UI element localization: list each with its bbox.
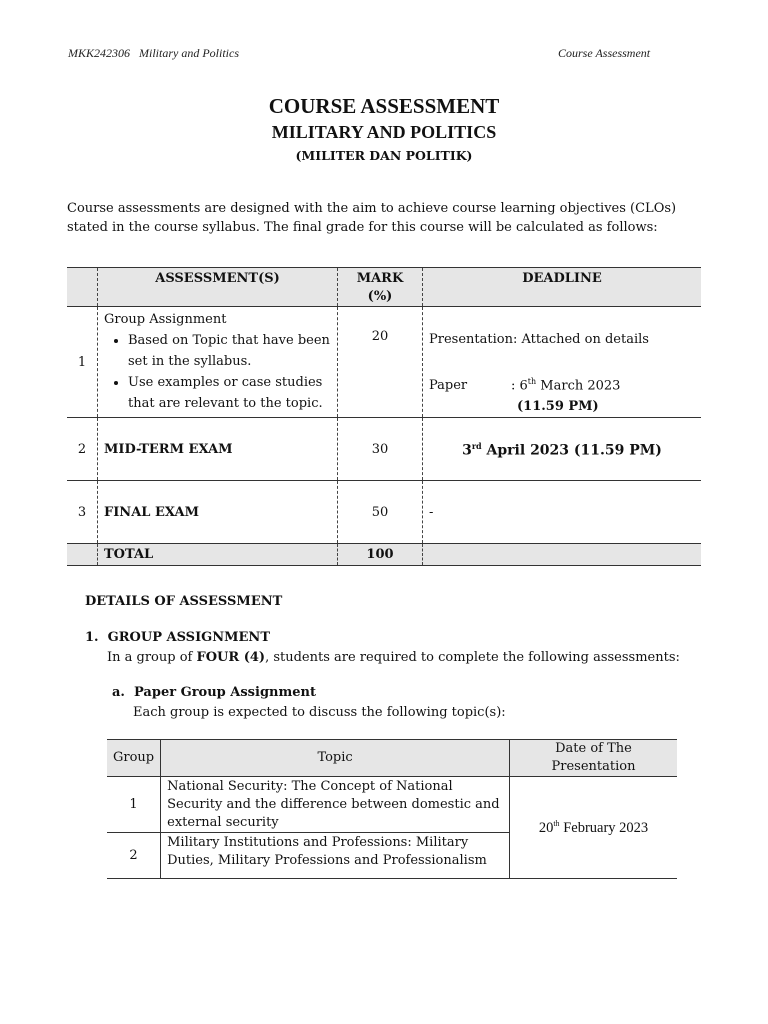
group-number: 1: [107, 777, 161, 833]
assessment-title: FINAL EXAM: [98, 481, 338, 544]
assessment-cell: [98, 307, 338, 418]
header-cell-date: Date of The Presentation: [510, 740, 678, 777]
topics-table: [107, 739, 677, 879]
header-cell-no: [67, 268, 98, 307]
paper-date-sup: th: [527, 377, 537, 386]
row-number: 3: [67, 481, 98, 544]
mark-cell: 30: [338, 418, 423, 481]
header-cell-topic: Topic: [161, 740, 510, 777]
assessment-table: [67, 267, 701, 566]
subsection-a-heading: a. Paper Group Assignment: [112, 685, 316, 700]
section-1-text: [107, 650, 680, 665]
table-row: [67, 481, 701, 544]
paper-date-suffix: March 2023: [536, 378, 621, 394]
row-number: 2: [67, 418, 98, 481]
deadline-cell: [423, 418, 702, 481]
total-number-cell: [67, 544, 98, 566]
topics-table-header: [107, 740, 677, 777]
deadline-date-prefix: 3: [462, 442, 472, 459]
deadline-date-sup: rd: [471, 440, 482, 451]
total-deadline-cell: [423, 544, 702, 566]
table-row: [107, 777, 677, 833]
section-1-heading: 1. GROUP ASSIGNMENT: [85, 630, 270, 645]
table-row: [67, 418, 701, 481]
topic-cell: National Security: The Concept of National Security and the difference between domestic and external security: [161, 777, 510, 833]
section-1-text-pre: In a group of: [107, 650, 197, 665]
bullet-item: • Based on Topic that have been set in the syllabus.: [128, 330, 331, 372]
bullet-item: • Use examples or case studies that are relevant to the topic.: [128, 372, 331, 414]
details-heading: DETAILS OF ASSESSMENT: [85, 594, 283, 609]
deadline-cell: [423, 307, 702, 418]
assessment-table-header: [67, 268, 701, 307]
date-prefix: 20: [538, 819, 554, 836]
table-row: [67, 307, 701, 418]
section-1-text-post: , students are required to complete the following assessments:: [265, 650, 680, 665]
header-cell-mark: MARK (%): [338, 268, 423, 307]
total-label: TOTAL: [98, 544, 338, 566]
date-suffix: February 2023: [559, 819, 649, 836]
date-sup: th: [553, 818, 560, 828]
group-number: 2: [107, 833, 161, 879]
paper-date-prefix: : 6: [511, 378, 528, 394]
section-1-text-bold: FOUR (4): [196, 650, 266, 665]
paper-label: Paper: [429, 378, 468, 394]
header-cell-group: Group: [107, 740, 161, 777]
presentation-date: [510, 777, 678, 879]
total-mark: 100: [338, 544, 423, 566]
paper-time: (11.59 PM): [517, 399, 599, 415]
deadline-date-suffix: April 2023 (11.59 PM): [481, 442, 662, 459]
total-row: [67, 544, 701, 566]
mark-cell: 50: [338, 481, 423, 544]
assessment-bullets: [104, 330, 331, 414]
row-number: 1: [67, 307, 98, 418]
mark-cell: 20: [338, 307, 423, 418]
course-title-malay: (MILITER DAN POLITIK): [295, 148, 473, 163]
deadline-cell: -: [423, 481, 702, 544]
deadline-presentation: Presentation: Attached on details: [429, 332, 649, 347]
deadline-paper: [429, 371, 695, 396]
topic-cell: Military Institutions and Professions: Military Duties, Military Professions and Professionalism: [161, 833, 510, 879]
course-title: MILITARY AND POLITICS: [271, 122, 497, 142]
header-cell-assessment: ASSESSMENT(S): [98, 268, 338, 307]
header-doc-type: Course Assessment: [558, 46, 651, 60]
subsection-a-text: Each group is expected to discuss the following topic(s):: [133, 705, 506, 720]
header-course-code: MKK242306 Military and Politics: [68, 46, 239, 60]
page-title: COURSE ASSESSMENT: [268, 94, 500, 118]
header-cell-deadline: DEADLINE: [423, 268, 702, 307]
intro-paragraph: Course assessments are designed with the aim to achieve course learning objectives (CLOs) stated in the course syllabus. The final grade for this course will be calculated as follows:: [67, 201, 677, 235]
assessment-title: Group Assignment: [104, 312, 227, 327]
assessment-title: MID-TERM EXAM: [98, 418, 338, 481]
